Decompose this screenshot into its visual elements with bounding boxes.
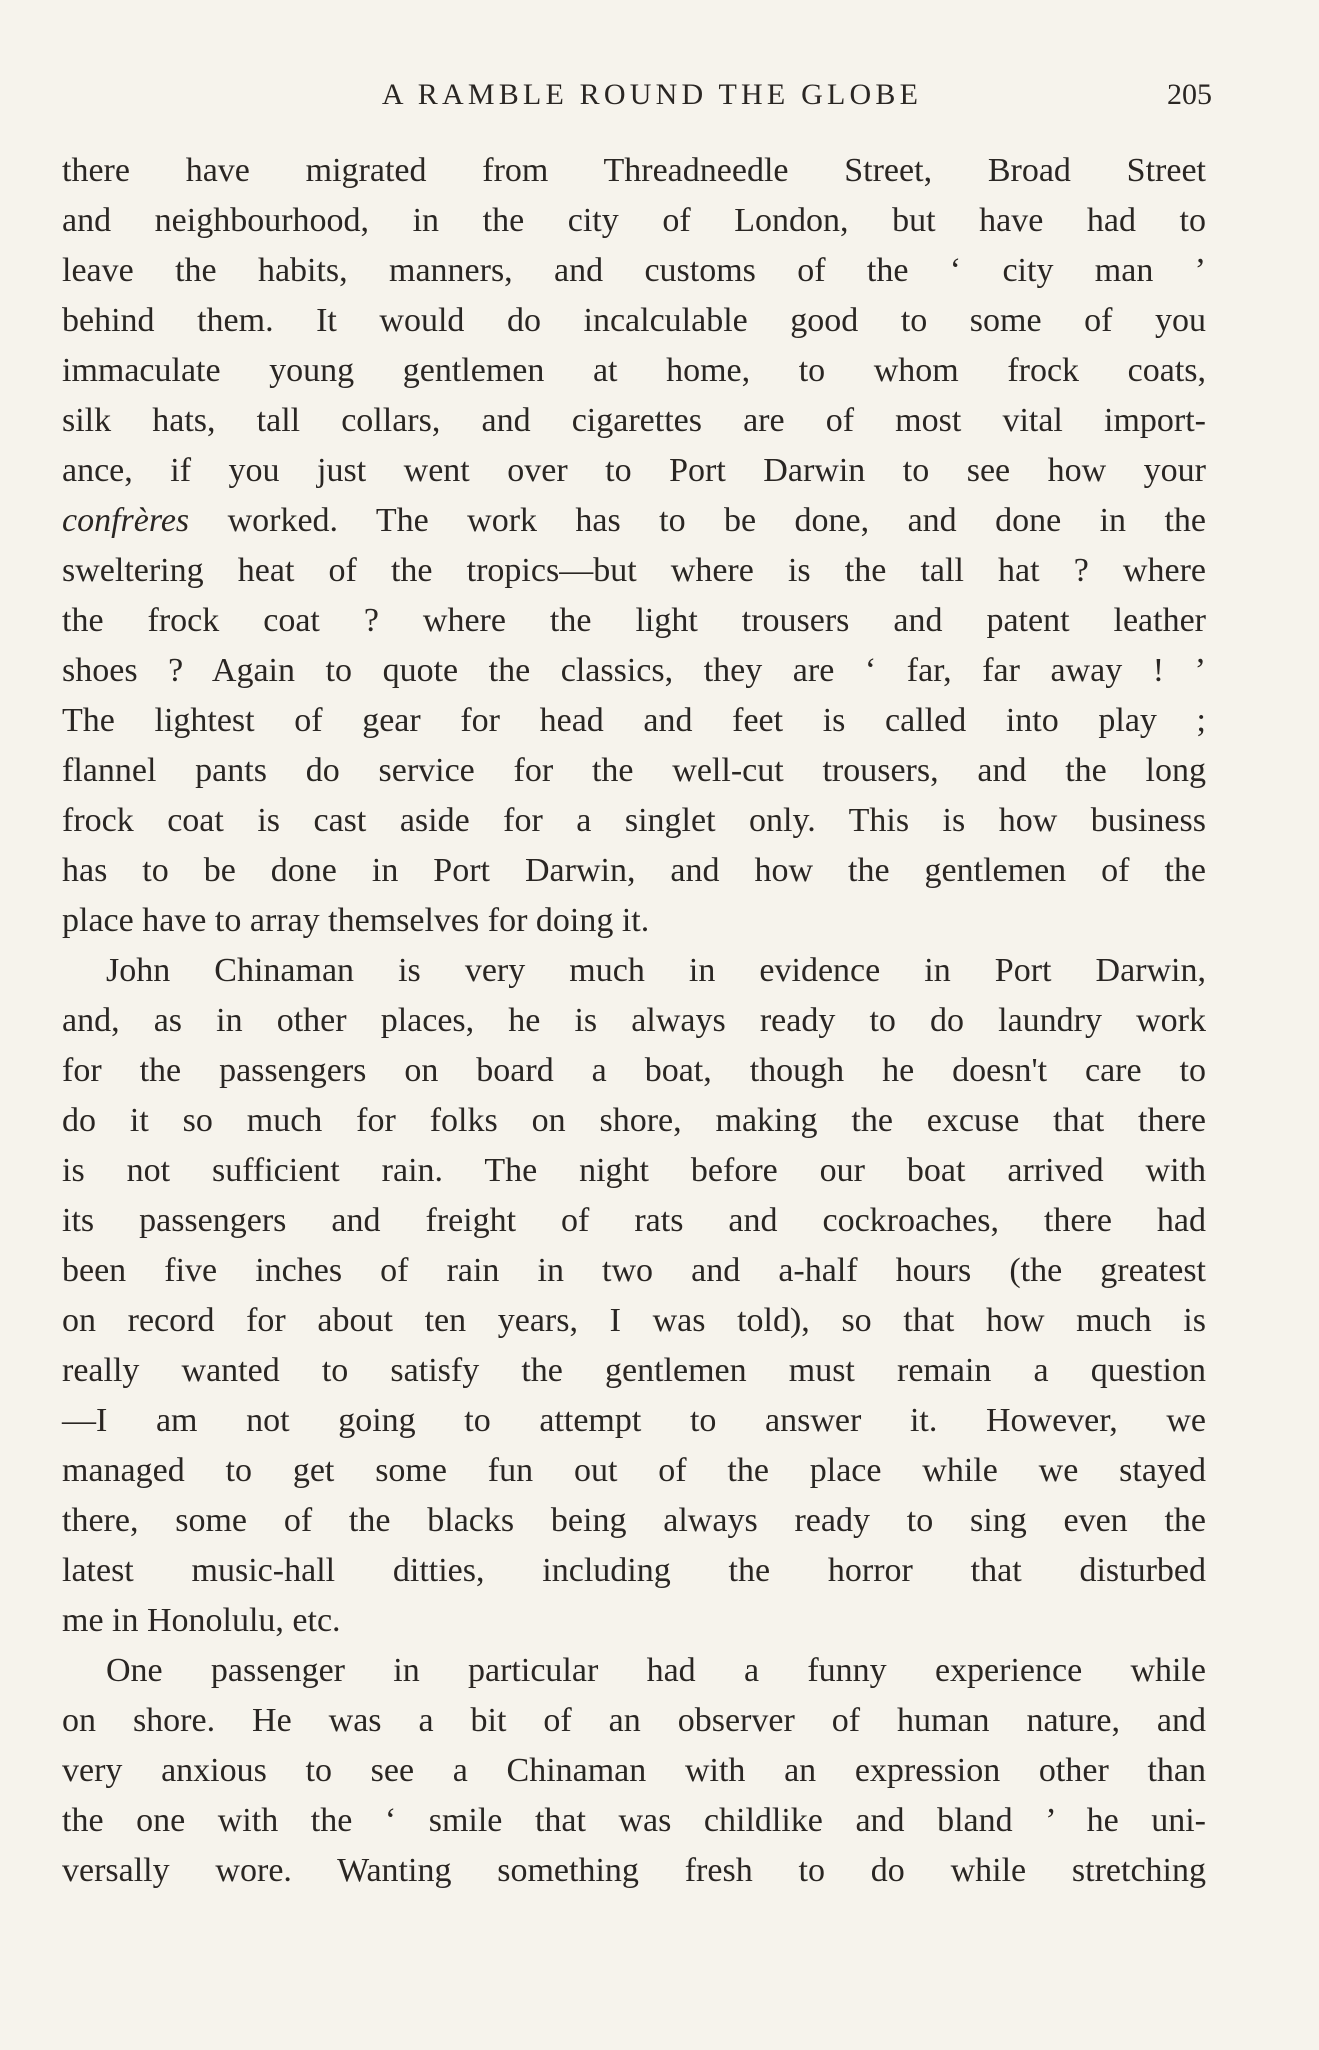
text-line: is not sufficient rain. The night before our boat arrived with — [62, 1152, 1206, 1189]
paragraph-3 — [62, 1646, 1206, 1896]
text-line: sweltering heat of the tropics—but where is the tall hat ? where — [62, 552, 1206, 589]
text-line: there have migrated from Threadneedle Street, Broad Street — [62, 152, 1206, 189]
text-line-rest: worked. The work has to be done, and done in the — [227, 502, 1206, 539]
text-line: place have to array themselves for doing it. — [62, 902, 650, 939]
text-line: really wanted to satisfy the gentlemen must remain a question — [62, 1352, 1206, 1389]
text-line: the frock coat ? where the light trousers and patent leather — [62, 602, 1206, 639]
text-line — [62, 496, 1206, 546]
text-line: and, as in other places, he is always ready to do laundry work — [62, 1002, 1206, 1039]
text-line: One passenger in particular had a funny experience while — [106, 1652, 1206, 1689]
text-line: there, some of the blacks being always ready to sing even the — [62, 1502, 1206, 1539]
text-line: managed to get some fun out of the place while we stayed — [62, 1452, 1206, 1489]
text-line: shoes ? Again to quote the classics, they are ‘ far, far away ! ’ — [62, 652, 1206, 689]
text-line: its passengers and freight of rats and cockroaches, there had — [62, 1202, 1206, 1239]
text-line: immaculate young gentlemen at home, to whom frock coats, — [62, 352, 1206, 389]
text-line: been five inches of rain in two and a-half hours (the greatest — [62, 1252, 1206, 1289]
text-line: flannel pants do service for the well-cut trousers, and the long — [62, 752, 1206, 789]
text-line: the one with the ‘ smile that was childlike and bland ’ he uni- — [62, 1802, 1206, 1839]
body-text — [62, 146, 1206, 1896]
page-number: 205 — [1167, 78, 1212, 111]
text-line: on shore. He was a bit of an observer of human nature, and — [62, 1702, 1206, 1739]
italic-word: confrères — [62, 502, 190, 539]
text-line: for the passengers on board a boat, though he doesn't care to — [62, 1052, 1206, 1089]
running-head — [62, 70, 1212, 120]
text-line: do it so much for folks on shore, making the excuse that there — [62, 1102, 1206, 1139]
text-line: behind them. It would do incalculable good to some of you — [62, 302, 1206, 339]
text-line: ance, if you just went over to Port Darwin to see how your — [62, 452, 1206, 489]
text-line: frock coat is cast aside for a singlet only. This is how business — [62, 802, 1206, 839]
paragraph-2 — [62, 946, 1206, 1646]
text-line: The lightest of gear for head and feet is called into play ; — [62, 702, 1206, 739]
text-line: John Chinaman is very much in evidence in Port Darwin, — [106, 952, 1206, 989]
text-line: leave the habits, manners, and customs of the ‘ city man ’ — [62, 252, 1206, 289]
text-line: has to be done in Port Darwin, and how the gentlemen of the — [62, 852, 1206, 889]
text-line: and neighbourhood, in the city of London, but have had to — [62, 202, 1206, 239]
text-line: —I am not going to attempt to answer it. However, we — [62, 1402, 1206, 1439]
paragraph-1 — [62, 146, 1206, 946]
text-line: me in Honolulu, etc. — [62, 1602, 341, 1639]
text-line: very anxious to see a Chinaman with an expression other than — [62, 1752, 1206, 1789]
text-line: on record for about ten years, I was told), so that how much is — [62, 1302, 1206, 1339]
text-line: versally wore. Wanting something fresh to do while stretching — [62, 1852, 1206, 1889]
running-title: A RAMBLE ROUND THE GLOBE — [381, 78, 923, 111]
text-line: silk hats, tall collars, and cigarettes are of most vital import- — [62, 402, 1206, 439]
text-line: latest music-hall ditties, including the horror that disturbed — [62, 1552, 1206, 1589]
